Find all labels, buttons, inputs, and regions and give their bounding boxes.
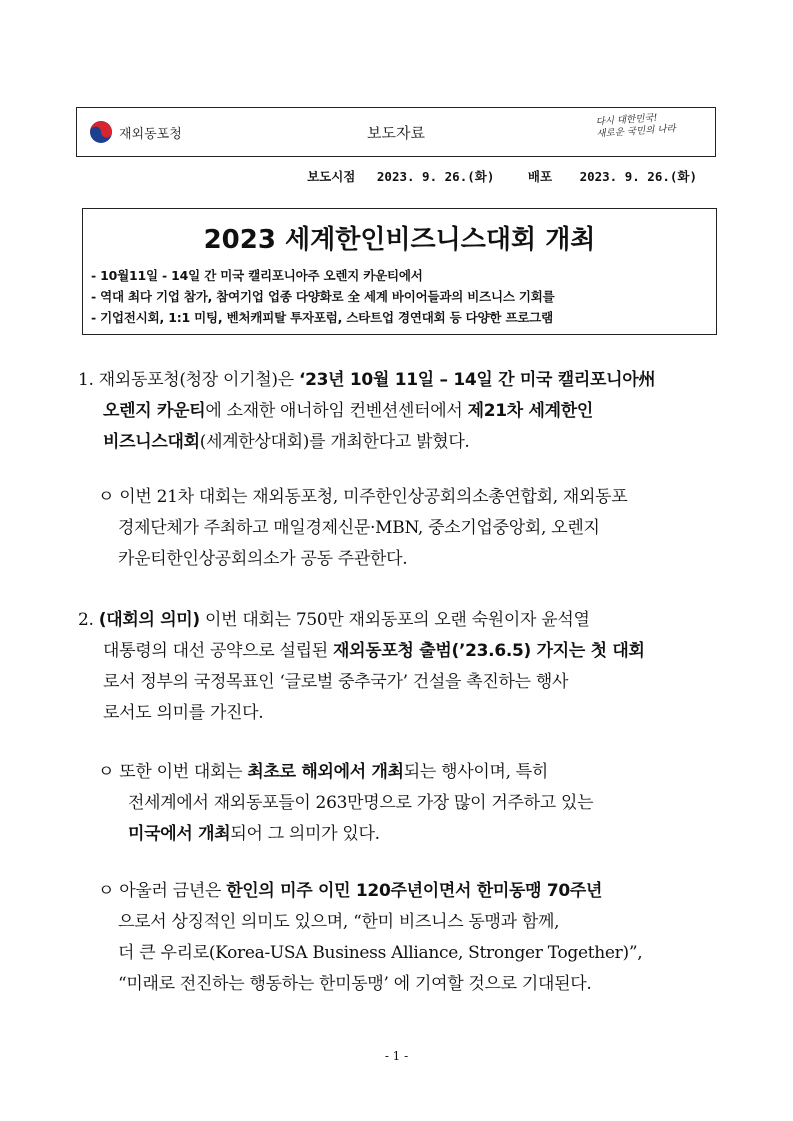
text-run: 경제단체가 주최하고 매일경제신문·MBN, 중소기업중앙회, 오렌지 (118, 518, 600, 538)
text-run: 이번 대회는 750만 재외동포의 오랜 숙원이자 윤석열 (199, 610, 590, 630)
ministry-name: 재외동포청 (119, 126, 182, 142)
paragraph-1-bullet (98, 482, 627, 575)
slogan-line-2: 새로운 국민의 나라 (595, 123, 676, 140)
text-run: 에 소재한 애너하임 컨벤션센터에서 (205, 401, 468, 421)
distribution-label: 배포 (527, 169, 553, 184)
bullet-marker: ㅇ (98, 762, 115, 782)
bullet-marker: ㅇ (98, 487, 115, 507)
headline-box (82, 208, 717, 335)
paragraph-1 (78, 365, 655, 458)
bullet-marker: ㅇ (98, 881, 115, 901)
subtitle-line: - 기업전시회, 1:1 미팅, 벤처캐피탈 투자포럼, 스타트업 경연대회 등 다양한 프로그램 (91, 310, 553, 325)
text-run: 재외동포청(청장 이기철)은 (98, 370, 299, 390)
paragraph-number: 2. (78, 610, 94, 630)
release-info (301, 167, 697, 185)
bold-run: ‘23년 10월 11일 – 14일 간 미국 캘리포니아州 (298, 370, 656, 390)
subtitle-line: - 10월11일 - 14일 간 미국 캘리포니아주 오렌지 카운티에서 (91, 268, 423, 283)
bold-run: 오렌지 카운티 (103, 401, 206, 421)
press-release-header (76, 107, 716, 157)
text-run: 카운티한인상공회의소가 공동 주관한다. (118, 549, 408, 569)
release-time-label: 보도시점 (307, 169, 356, 184)
text-run: 아울러 금년은 (119, 881, 227, 901)
bold-run: 미국에서 개최 (128, 824, 231, 844)
page-number: - 1 - (384, 1049, 409, 1063)
text-run: 으로서 상징적인 의미도 있으며, “한미 비즈니스 동맹과 함께, (118, 912, 560, 932)
headline-subtitles (91, 265, 555, 328)
bold-run: 최초로 해외에서 개최 (247, 762, 404, 782)
subtitle-line: - 역대 최다 기업 참가, 참여기업 업종 다양화로 全 세계 바이어들과의 비즈니스 기회를 (91, 289, 555, 304)
bold-run: (대회의 의미) (98, 610, 200, 630)
bold-run: 재외동포청 출범(’23.6.5) 가지는 첫 대회 (333, 641, 645, 661)
text-run: 이번 21차 대회는 재외동포청, 미주한인상공회의소총연합회, 재외동포 (119, 487, 628, 507)
bold-run: 비즈니스대회 (103, 432, 200, 452)
text-run: 더 큰 우리로(Korea-USA Business Alliance, Stronger Together)”, (118, 943, 643, 963)
paragraph-2-bullet-2 (98, 876, 642, 1000)
headline-title: 2023 세계한인비즈니스대회 개최 (203, 225, 596, 255)
text-run: 되어 그 의미가 있다. (230, 824, 380, 844)
text-run: 로서 정부의 국정목표인 ‘글로벌 중추국가’ 건설을 촉진하는 행사 (103, 672, 569, 692)
text-run: “미래로 전진하는 행동하는 한미동맹’ 에 기여할 것으로 기대된다. (118, 974, 592, 994)
text-run: 전세계에서 재외동포들이 263만명으로 가장 많이 거주하고 있는 (128, 793, 594, 813)
bold-run: 제21차 세계한인 (467, 401, 594, 421)
text-run: (세계한상대회)를 개최한다고 밝혔다. (199, 432, 470, 452)
paragraph-2-bullet-1 (98, 757, 593, 850)
bold-run: 한인의 미주 이민 120주년이면서 한미동맹 70주년 (226, 881, 603, 901)
document-type: 보도자료 (367, 124, 425, 142)
paragraph-2 (78, 605, 645, 729)
release-time-date: 2023. 9. 26.(화) (376, 169, 495, 184)
text-run: 또한 이번 대회는 (119, 762, 248, 782)
slogan-line-1: 다시 대한민국! (594, 112, 658, 128)
text-run: 로서도 의미를 가진다. (103, 703, 264, 723)
text-run: 대통령의 대선 공약으로 설립된 (103, 641, 334, 661)
distribution-date: 2023. 9. 26.(화) (579, 169, 697, 184)
paragraph-number: 1. (78, 370, 94, 390)
text-run: 되는 행사이며, 특히 (403, 762, 549, 782)
